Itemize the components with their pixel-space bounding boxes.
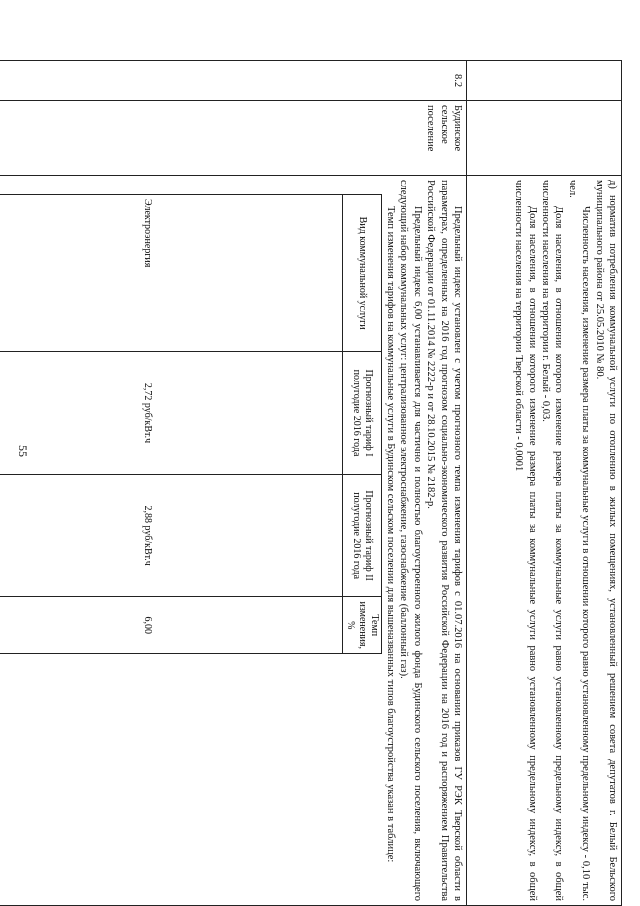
settlement-name-cell: Будинское сельское поселение (0, 101, 467, 176)
tariff-header-cell: Прогнозный тариф I полугодие 2016 года (342, 352, 381, 475)
table-row (0, 61, 467, 906)
page-number: 55 (16, 445, 30, 457)
paragraph: Доля населения, в отношении которого изменение размера платы за коммунальные услуги равно установленному предельному индексу, в общей численности населения на территории Тверской области - 0,0001 (513, 180, 538, 901)
tariff-header-cell: Вид коммунальной услуги (342, 195, 381, 352)
row-number-cell: 8.2 (0, 61, 467, 101)
tariff-cell: 2,72 руб/кВт.ч (0, 352, 342, 475)
paragraph: Доля населения, в отношении которого изменение размера платы за коммунальные услуги равно установленному предельному индексу, в общей численности населения на территории г. Белый - 0,03. (539, 180, 565, 901)
tariff-row (0, 195, 342, 654)
tariff-cell: 2,88 руб/кВт.ч (0, 474, 342, 597)
description-cell (467, 176, 622, 906)
tariff-table (0, 194, 382, 654)
description-cell (0, 176, 467, 906)
paragraph: Численность населения, изменение размера платы за коммунальные услуги в отношении которого равно установленному предельному индексу - 0,10 тыс. чел. (566, 180, 592, 901)
tariff-header-cell: Прогнозный тариф II полугодие 2016 года (342, 474, 381, 597)
rotated-page (141, 60, 622, 901)
table-row (467, 61, 622, 906)
paragraph: д) норматив потребления коммунальной услуги по отоплению в жилых помещениях, установленный решением совета депутатов г. Белый Бельского муниципального района от 25.05.2010 № 80. (593, 180, 618, 901)
tariff-cell: 6,00 (0, 597, 342, 654)
row-number-cell (467, 61, 622, 101)
settlement-name-cell (467, 101, 622, 176)
document-sheet (82, 60, 622, 905)
paragraph: Темп изменения тарифов на коммунальные услуги в Будинском сельском поселении для вышеназванных типов благоустройства указан в таблице: (384, 206, 396, 863)
tariff-header-row (342, 195, 381, 654)
settlements-table (0, 60, 622, 906)
tariff-cell: Электроэнергия (0, 195, 342, 352)
paragraph: Предельный индекс 6,00 устанавливается для частично и полностью благоустроенного жилого фонда Будинского сельского поселения, включающего следующий набор коммунальных услуг: централизованное электроснабжение, газоснабжение (баллонный газ). (398, 180, 423, 901)
paragraph: Предельный индекс установлен с учетом прогнозного темпа изменения тарифов с 01.07.2016 на основании приказов ГУ РЭК Тверской области в параметрах, определенных на 2016 год прогнозом социально-экономического развития Российской Федерации на 2016 год и распоряжением Правительства Российской Федерации от 01.11.2014 № 2222-р и от 28.10.2015 № 2182-р. (425, 180, 463, 901)
tariff-header-cell: Темп изменения, % (342, 597, 381, 654)
